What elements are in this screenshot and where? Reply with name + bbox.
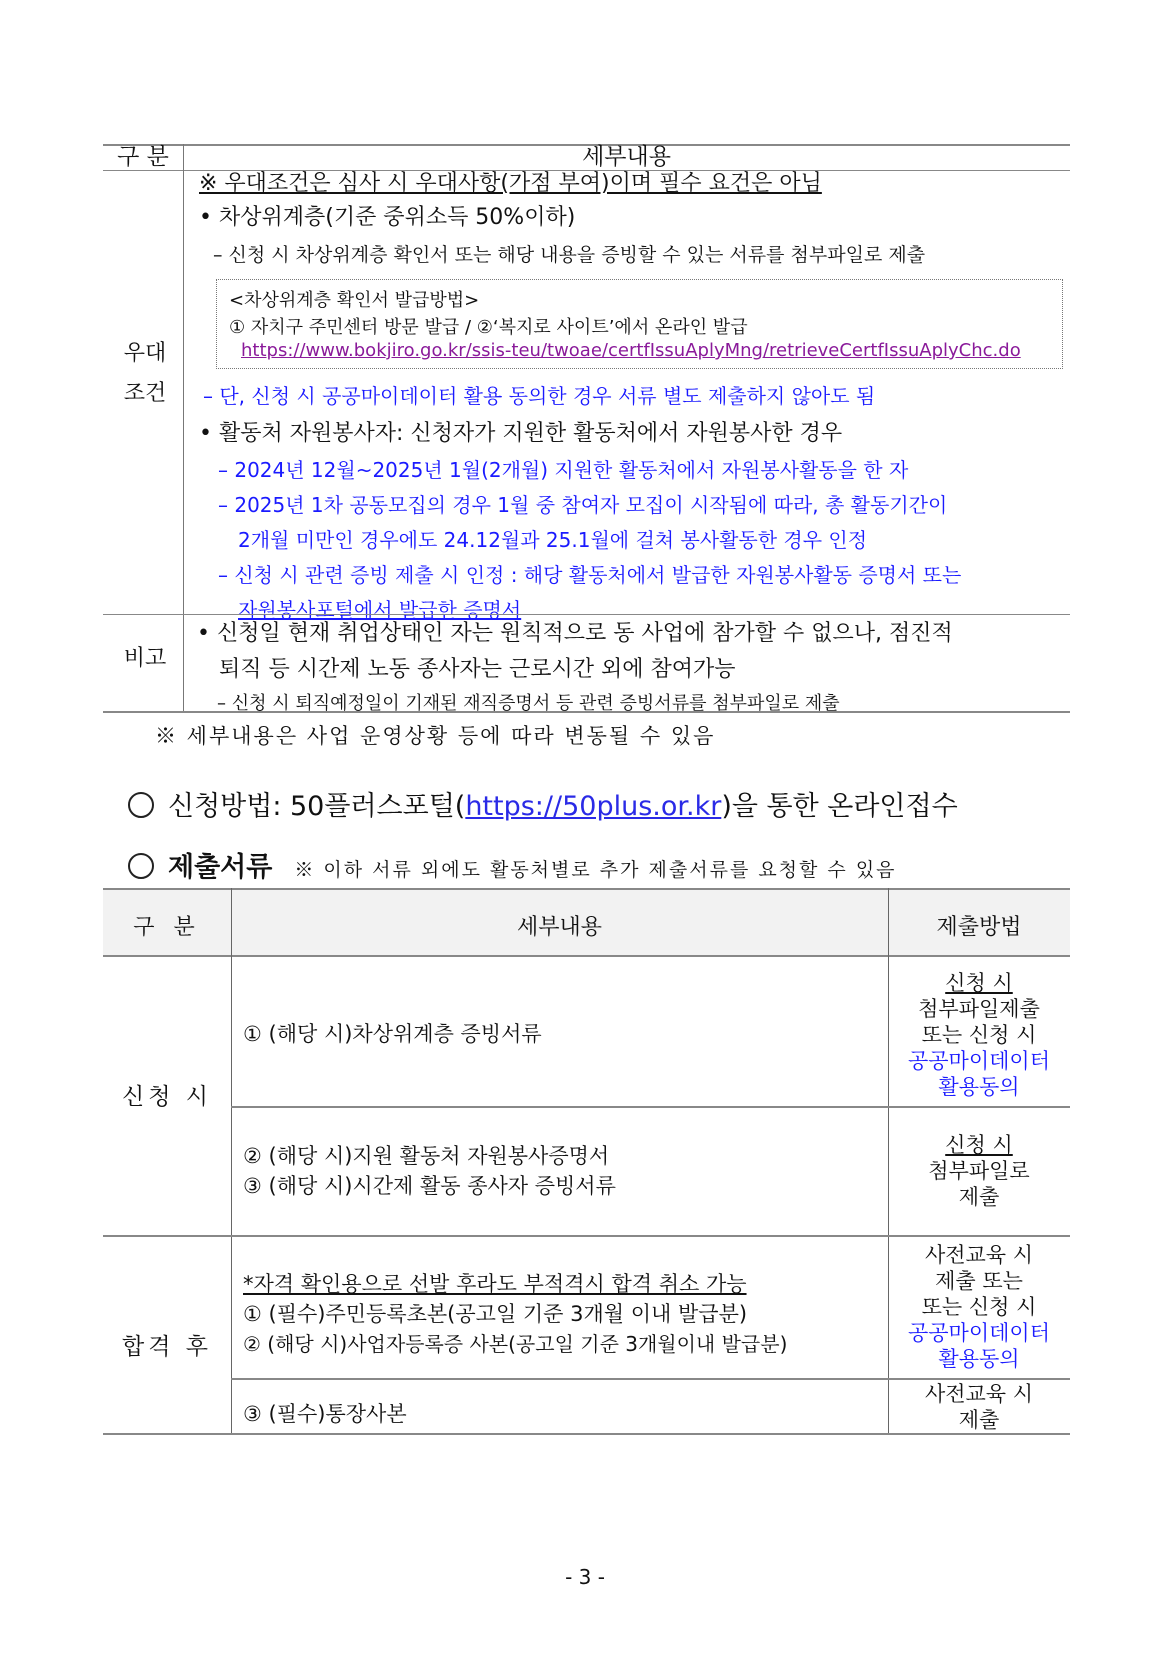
- change-notice: ※ 세부내용은 사업 운영상황 등에 따라 변동될 수 있음: [155, 724, 716, 748]
- remarks-bullet: • 신청일 현재 취업상태인 자는 원칙적으로 동 사업에 참가할 수 없으나, 점진적: [197, 621, 953, 646]
- header-details: 세부내용: [516, 915, 602, 940]
- bokjiro-link[interactable]: https://www.bokjiro.go.kr/ssis-teu/twoae/certfIssuAplyMng/retrieveCertfIssuAplyChc.do: [241, 340, 1021, 361]
- eligibility-table: [103, 144, 1070, 713]
- doc-item: ① (필수)주민등록초본(공고일 기준 3개월 이내 발급분): [243, 1302, 748, 1326]
- volunteer-sub-2: – 2025년 1차 공동모집의 경우 1월 중 참여자 모집이 시작됨에 따라, 총 활동기간이: [218, 493, 948, 517]
- volunteer-sub-3: – 신청 시 관련 증빙 제출 시 인정 : 해당 활동처에서 발급한 자원봉사활동 증명서 또는: [218, 563, 962, 587]
- row-label-remarks: 비고: [123, 646, 167, 671]
- circle-bullet-icon: [128, 792, 154, 818]
- method-cell: 사전교육 시 제출: [924, 1382, 1034, 1432]
- row-label-preference: 우대 조건: [123, 341, 167, 406]
- submission-docs-table: [103, 888, 1070, 1435]
- row-divider: [231, 1378, 1070, 1380]
- category-at-application: 신청 시: [122, 1084, 212, 1110]
- table-border-bottom: [103, 711, 1070, 713]
- issuance-box-line: ① 자치구 주민센터 방문 발급 / ②‘복지로 사이트’에서 온라인 발급: [229, 317, 748, 338]
- doc-item: ② (해당 시)사업자등록증 사본(공고일 기준 3개월이내 발급분): [243, 1332, 788, 1356]
- category-after-pass: 합격 후: [122, 1334, 212, 1360]
- doc-item: ③ (해당 시)시간제 활동 종사자 증빙서류: [243, 1174, 616, 1198]
- header-method: 제출방법: [936, 915, 1022, 940]
- method-cell: 신청 시 첨부파일로 제출: [928, 1133, 1030, 1209]
- remarks-sub: – 신청 시 퇴직예정일이 기재된 재직증명서 등 관련 증빙서류를 첨부파일로 제출: [217, 693, 840, 714]
- doc-item: ① (해당 시)차상위계층 증빙서류: [243, 1022, 542, 1046]
- remarks-bullet-cont: 퇴직 등 시간제 노동 종사자는 근로시간 외에 참여가능: [219, 657, 736, 682]
- preference-notice: ※ 우대조건은 심사 시 우대사항(가점 부여)이며 필수 요건은 아님: [199, 171, 822, 196]
- bullet-near-poverty: • 차상위계층(기준 중위소득 50%이하): [199, 205, 576, 230]
- volunteer-sub-2-cont: 2개월 미만인 경우에도 24.12월과 25.1월에 걸쳐 봉사활동한 경우 인정: [238, 528, 868, 552]
- issuance-method-box: [216, 279, 1063, 369]
- table-border-bottom: [103, 1433, 1070, 1435]
- row-divider: [103, 614, 1070, 615]
- disqualification-note: *자격 확인용으로 선발 후라도 부적격시 합격 취소 가능: [243, 1272, 747, 1296]
- volunteer-sub-3-cont: 자원봉사포털에서 발급한 증명서: [238, 598, 522, 622]
- volunteer-sub-1: – 2024년 12월~2025년 1월(2개월) 지원한 활동처에서 자원봉사활동을 한 자: [218, 458, 909, 482]
- doc-item: ② (해당 시)지원 활동처 자원봉사증명서: [243, 1144, 610, 1168]
- issuance-box-title: <차상위계층 확인서 발급방법>: [229, 290, 480, 311]
- table-border-top: [103, 888, 1070, 890]
- column-divider-1: [231, 888, 232, 1435]
- submission-docs-heading: 제출서류 ※ 이하 서류 외에도 활동처별로 추가 제출서류를 요청할 수 있음: [128, 845, 897, 884]
- near-poverty-sub: – 신청 시 차상위계층 확인서 또는 해당 내용을 증빙할 수 있는 서류를 첨부파일로 제출: [213, 244, 926, 266]
- circle-bullet-icon: [128, 853, 154, 879]
- group-divider: [103, 1235, 1070, 1237]
- application-method: 신청방법: 50플러스포털(https://50plus.or.kr)을 통한 온라인접수: [128, 784, 958, 823]
- submission-docs-note: ※ 이하 서류 외에도 활동처별로 추가 제출서류를 요청할 수 있음: [294, 859, 897, 881]
- page-number: - 3 -: [565, 1565, 605, 1589]
- doc-item: ③ (필수)통장사본: [243, 1402, 407, 1426]
- method-cell: 신청 시 첨부파일제출 또는 신청 시 공공마이데이터 활용동의: [907, 971, 1050, 1099]
- header-category: 구 분: [117, 144, 169, 170]
- mydata-exception: – 단, 신청 시 공공마이데이터 활용 동의한 경우 서류 별도 제출하지 않아도 됨: [203, 384, 876, 408]
- header-category: 구 분: [133, 915, 201, 940]
- bullet-volunteer: • 활동처 자원봉사자: 신청자가 지원한 활동처에서 자원봉사한 경우: [199, 421, 843, 446]
- header-details: 세부내용: [582, 144, 671, 170]
- 50plus-portal-link[interactable]: https://50plus.or.kr: [465, 791, 722, 822]
- column-divider: [183, 144, 184, 713]
- table-header-divider: [103, 955, 1070, 957]
- row-divider: [231, 1106, 1070, 1108]
- method-cell: 사전교육 시 제출 또는 또는 신청 시 공공마이데이터 활용동의: [907, 1243, 1050, 1371]
